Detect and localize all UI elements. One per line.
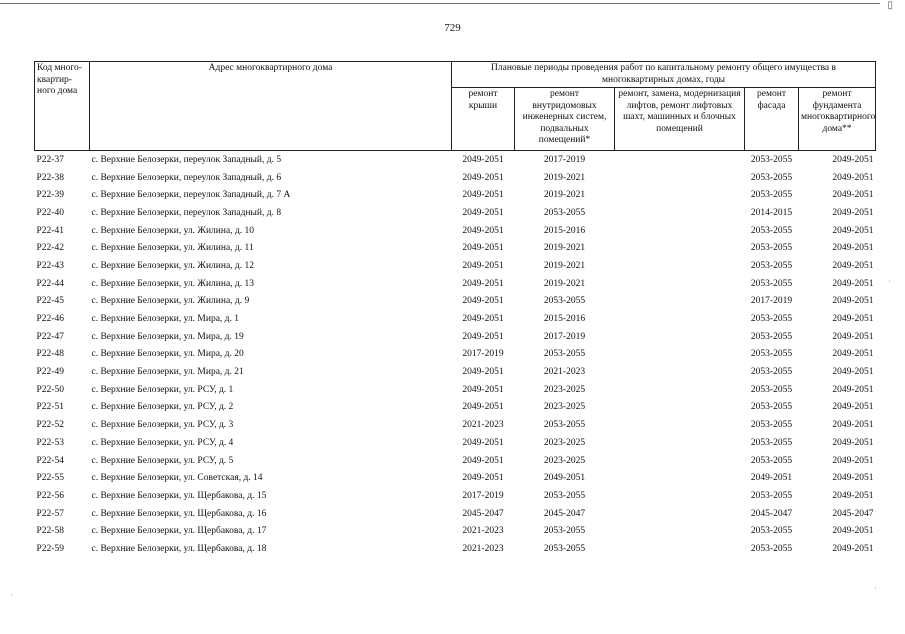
header-periods: Плановые периоды проведения работ по капитальному ремонту общего имущества в многоквартирных домах, годы bbox=[452, 62, 876, 88]
cell-foundation: 2049-2051 bbox=[832, 278, 874, 289]
cell-facade: 2049-2051 bbox=[750, 473, 793, 484]
cell-foundation: 2049-2051 bbox=[832, 225, 874, 236]
table-row bbox=[35, 239, 876, 257]
table-row bbox=[35, 151, 876, 169]
cell-roof: 2021-2023 bbox=[462, 543, 504, 554]
table-row bbox=[35, 469, 876, 487]
cell-address: с. Верхние Белозерки, переулок Западный, д. 8 bbox=[91, 207, 282, 218]
cell-address: с. Верхние Белозерки, ул. РСУ, д. 2 bbox=[91, 402, 234, 413]
cell-code: Р22-47 bbox=[36, 331, 64, 342]
table-row bbox=[35, 346, 876, 364]
cell-address: с. Верхние Белозерки, ул. Щербакова, д. 17 bbox=[91, 526, 267, 537]
cell-facade: 2053-2055 bbox=[750, 331, 793, 342]
table-row bbox=[35, 522, 876, 540]
cell-foundation: 2049-2051 bbox=[832, 207, 874, 218]
cell-address: с. Верхние Белозерки, переулок Западный, д. 5 bbox=[91, 154, 282, 165]
table-row bbox=[35, 540, 876, 558]
cell-code: Р22-49 bbox=[36, 367, 64, 378]
cell-foundation: 2049-2051 bbox=[832, 243, 874, 254]
cell-systems: 2053-2055 bbox=[543, 296, 586, 307]
cell-roof: 2045-2047 bbox=[462, 508, 504, 519]
cell-elevators bbox=[615, 522, 745, 540]
cell-facade: 2053-2055 bbox=[750, 314, 793, 325]
header-foundation: ремонт фундамента многоквартирного дома** bbox=[799, 88, 876, 151]
table-row bbox=[35, 328, 876, 346]
cell-elevators bbox=[615, 186, 745, 204]
cell-roof: 2049-2051 bbox=[462, 154, 504, 165]
cell-foundation: 2049-2051 bbox=[832, 314, 874, 325]
cell-facade: 2053-2055 bbox=[750, 543, 793, 554]
cell-facade: 2053-2055 bbox=[750, 526, 793, 537]
table-row bbox=[35, 204, 876, 222]
cell-foundation: 2049-2051 bbox=[832, 402, 874, 413]
cell-address: с. Верхние Белозерки, переулок Западный, д. 7 А bbox=[91, 190, 291, 201]
cell-address: с. Верхние Белозерки, ул. Жилина, д. 10 bbox=[91, 225, 254, 236]
scan-speck: · bbox=[888, 276, 891, 286]
cell-code: Р22-43 bbox=[36, 260, 64, 271]
cell-systems: 2023-2025 bbox=[543, 437, 586, 448]
cell-code: Р22-40 bbox=[36, 207, 64, 218]
cell-code: Р22-46 bbox=[36, 314, 64, 325]
table-row bbox=[35, 381, 876, 399]
cell-roof: 2049-2051 bbox=[462, 367, 504, 378]
table-row bbox=[35, 434, 876, 452]
cell-foundation: 2049-2051 bbox=[832, 543, 874, 554]
cell-roof: 2049-2051 bbox=[462, 473, 504, 484]
cell-roof: 2049-2051 bbox=[462, 331, 504, 342]
cell-facade: 2017-2019 bbox=[750, 296, 793, 307]
cell-facade: 2053-2055 bbox=[750, 455, 793, 466]
table-row bbox=[35, 452, 876, 470]
cell-roof: 2049-2051 bbox=[462, 172, 504, 183]
cell-elevators bbox=[615, 275, 745, 293]
cell-foundation: 2049-2051 bbox=[832, 154, 874, 165]
cell-systems: 2019-2021 bbox=[543, 190, 586, 201]
scan-speck: · bbox=[874, 583, 877, 593]
cell-systems: 2017-2019 bbox=[543, 331, 586, 342]
cell-code: Р22-54 bbox=[36, 455, 64, 466]
cell-address: с. Верхние Белозерки, ул. Мира, д. 20 bbox=[91, 349, 244, 360]
cell-elevators bbox=[615, 222, 745, 240]
cell-facade: 2053-2055 bbox=[750, 172, 793, 183]
cell-elevators bbox=[615, 416, 745, 434]
cell-code: Р22-50 bbox=[36, 384, 64, 395]
cell-foundation: 2049-2051 bbox=[832, 172, 874, 183]
cell-elevators bbox=[615, 293, 745, 311]
cell-elevators bbox=[615, 328, 745, 346]
cell-facade: 2053-2055 bbox=[750, 367, 793, 378]
cell-code: Р22-58 bbox=[36, 526, 64, 537]
cell-code: Р22-53 bbox=[36, 437, 64, 448]
cell-roof: 2049-2051 bbox=[462, 225, 504, 236]
cell-systems: 2023-2025 bbox=[543, 402, 586, 413]
cell-foundation: 2049-2051 bbox=[832, 526, 874, 537]
table-row bbox=[35, 222, 876, 240]
cell-foundation: 2049-2051 bbox=[832, 473, 874, 484]
cell-foundation: 2049-2051 bbox=[832, 296, 874, 307]
cell-facade: 2053-2055 bbox=[750, 402, 793, 413]
cell-elevators bbox=[615, 505, 745, 523]
cell-address: с. Верхние Белозерки, ул. РСУ, д. 4 bbox=[91, 437, 234, 448]
repair-schedule-table bbox=[34, 61, 876, 558]
cell-elevators bbox=[615, 434, 745, 452]
cell-code: Р22-57 bbox=[36, 508, 64, 519]
cell-facade: 2053-2055 bbox=[750, 384, 793, 395]
table-row bbox=[35, 416, 876, 434]
table-row bbox=[35, 399, 876, 417]
cell-foundation: 2049-2051 bbox=[832, 190, 874, 201]
cell-code: Р22-42 bbox=[36, 243, 64, 254]
cell-address: с. Верхние Белозерки, ул. Жилина, д. 12 bbox=[91, 260, 254, 271]
cell-roof: 2049-2051 bbox=[462, 296, 504, 307]
cell-roof: 2049-2051 bbox=[462, 243, 504, 254]
cell-roof: 2017-2019 bbox=[462, 349, 504, 360]
cell-code: Р22-48 bbox=[36, 349, 64, 360]
header-facade: ремонт фасада bbox=[745, 88, 799, 151]
cell-systems: 2053-2055 bbox=[543, 349, 586, 360]
cell-facade: 2053-2055 bbox=[750, 490, 793, 501]
cell-systems: 2019-2021 bbox=[543, 260, 586, 271]
cell-facade: 2053-2055 bbox=[750, 190, 793, 201]
cell-systems: 2053-2055 bbox=[543, 543, 586, 554]
cell-systems: 2019-2021 bbox=[543, 243, 586, 254]
cell-elevators bbox=[615, 363, 745, 381]
cell-roof: 2049-2051 bbox=[462, 437, 504, 448]
cell-roof: 2049-2051 bbox=[462, 384, 504, 395]
table-row bbox=[35, 186, 876, 204]
cell-systems: 2019-2021 bbox=[543, 278, 586, 289]
cell-foundation: 2045-2047 bbox=[832, 508, 874, 519]
table-header bbox=[35, 62, 876, 151]
cell-code: Р22-56 bbox=[36, 490, 64, 501]
cell-systems: 2053-2055 bbox=[543, 490, 586, 501]
cell-elevators bbox=[615, 540, 745, 558]
cell-roof: 2049-2051 bbox=[462, 260, 504, 271]
cell-elevators bbox=[615, 381, 745, 399]
cell-foundation: 2049-2051 bbox=[832, 349, 874, 360]
table-row bbox=[35, 275, 876, 293]
cell-code: Р22-44 bbox=[36, 278, 64, 289]
cell-address: с. Верхние Белозерки, ул. РСУ, д. 1 bbox=[91, 384, 234, 395]
cell-address: с. Верхние Белозерки, ул. РСУ, д. 5 bbox=[91, 455, 234, 466]
cell-roof: 2021-2023 bbox=[462, 526, 504, 537]
cell-code: Р22-38 bbox=[36, 172, 64, 183]
header-systems: ремонт внутридомовых инженерных систем, подвальных помещений* bbox=[515, 88, 615, 151]
cell-facade: 2053-2055 bbox=[750, 225, 793, 236]
table-row bbox=[35, 487, 876, 505]
table-row bbox=[35, 363, 876, 381]
cell-systems: 2053-2055 bbox=[543, 207, 586, 218]
header-address: Адрес многоквартирного дома bbox=[90, 62, 452, 151]
cell-code: Р22-52 bbox=[36, 420, 64, 431]
table-row bbox=[35, 169, 876, 187]
cell-address: с. Верхние Белозерки, ул. Жилина, д. 13 bbox=[91, 278, 254, 289]
cell-facade: 2014-2015 bbox=[750, 207, 793, 218]
cell-code: Р22-45 bbox=[36, 296, 64, 307]
cell-code: Р22-41 bbox=[36, 225, 64, 236]
cell-roof: 2017-2019 bbox=[462, 490, 504, 501]
cell-roof: 2049-2051 bbox=[462, 455, 504, 466]
page-number: 729 bbox=[444, 22, 461, 34]
cell-foundation: 2049-2051 bbox=[832, 384, 874, 395]
cell-foundation: 2049-2051 bbox=[832, 455, 874, 466]
table-row bbox=[35, 310, 876, 328]
cell-roof: 2049-2051 bbox=[462, 278, 504, 289]
table-row bbox=[35, 257, 876, 275]
cell-elevators bbox=[615, 310, 745, 328]
cell-elevators bbox=[615, 257, 745, 275]
cell-facade: 2053-2055 bbox=[750, 349, 793, 360]
table-row bbox=[35, 505, 876, 523]
cell-facade: 2053-2055 bbox=[750, 260, 793, 271]
cell-elevators bbox=[615, 346, 745, 364]
cell-address: с. Верхние Белозерки, ул. Мира, д. 19 bbox=[91, 331, 244, 342]
table-body bbox=[35, 151, 876, 558]
cell-elevators bbox=[615, 399, 745, 417]
cell-roof: 2049-2051 bbox=[462, 207, 504, 218]
cell-address: с. Верхние Белозерки, переулок Западный, д. 6 bbox=[91, 172, 282, 183]
table-row bbox=[35, 293, 876, 311]
cell-code: Р22-55 bbox=[36, 473, 64, 484]
cell-systems: 2021-2023 bbox=[543, 367, 586, 378]
cell-address: с. Верхние Белозерки, ул. Жилина, д. 11 bbox=[91, 243, 254, 254]
cell-systems: 2019-2021 bbox=[543, 172, 586, 183]
cell-address: с. Верхние Белозерки, ул. Жилина, д. 9 bbox=[91, 296, 250, 307]
cell-systems: 2015-2016 bbox=[543, 314, 586, 325]
cell-elevators bbox=[615, 204, 745, 222]
cell-systems: 2023-2025 bbox=[543, 455, 586, 466]
cell-foundation: 2049-2051 bbox=[832, 367, 874, 378]
cell-facade: 2053-2055 bbox=[750, 420, 793, 431]
cell-elevators bbox=[615, 169, 745, 187]
cell-code: Р22-59 bbox=[36, 543, 64, 554]
cell-systems: 2015-2016 bbox=[543, 225, 586, 236]
cell-foundation: 2049-2051 bbox=[832, 490, 874, 501]
cell-code: Р22-37 bbox=[36, 154, 64, 165]
cell-code: Р22-51 bbox=[36, 402, 64, 413]
cell-address: с. Верхние Белозерки, ул. Щербакова, д. 18 bbox=[91, 543, 267, 554]
cell-address: с. Верхние Белозерки, ул. Советская, д. 14 bbox=[91, 473, 263, 484]
cell-address: с. Верхние Белозерки, ул. Мира, д. 1 bbox=[91, 314, 240, 325]
cell-roof: 2049-2051 bbox=[462, 314, 504, 325]
header-elevators: ремонт, замена, модернизация лифтов, ремонт лифтовых шахт, машинных и блочных помещений bbox=[615, 88, 745, 151]
cell-systems: 2049-2051 bbox=[543, 473, 586, 484]
cell-elevators bbox=[615, 151, 745, 169]
cell-address: с. Верхние Белозерки, ул. Мира, д. 21 bbox=[91, 367, 244, 378]
cell-facade: 2053-2055 bbox=[750, 154, 793, 165]
cell-elevators bbox=[615, 452, 745, 470]
cell-roof: 2049-2051 bbox=[462, 402, 504, 413]
cell-roof: 2049-2051 bbox=[462, 190, 504, 201]
cell-foundation: 2049-2051 bbox=[832, 331, 874, 342]
top-border-line bbox=[0, 3, 880, 4]
scan-edge-mark: ▯ bbox=[887, 0, 893, 11]
cell-systems: 2053-2055 bbox=[543, 526, 586, 537]
cell-systems: 2017-2019 bbox=[543, 154, 586, 165]
cell-facade: 2053-2055 bbox=[750, 243, 793, 254]
cell-foundation: 2049-2051 bbox=[832, 437, 874, 448]
cell-elevators bbox=[615, 487, 745, 505]
cell-systems: 2045-2047 bbox=[543, 508, 586, 519]
cell-code: Р22-39 bbox=[36, 190, 64, 201]
cell-systems: 2053-2055 bbox=[543, 420, 586, 431]
cell-foundation: 2049-2051 bbox=[832, 420, 874, 431]
cell-roof: 2021-2023 bbox=[462, 420, 504, 431]
cell-systems: 2023-2025 bbox=[543, 384, 586, 395]
cell-facade: 2045-2047 bbox=[750, 508, 793, 519]
header-roof: ремонт крыши bbox=[452, 88, 515, 151]
cell-address: с. Верхние Белозерки, ул. РСУ, д. 3 bbox=[91, 420, 234, 431]
cell-facade: 2053-2055 bbox=[750, 437, 793, 448]
cell-address: с. Верхние Белозерки, ул. Щербакова, д. 16 bbox=[91, 508, 267, 519]
cell-elevators bbox=[615, 239, 745, 257]
cell-facade: 2053-2055 bbox=[750, 278, 793, 289]
cell-foundation: 2049-2051 bbox=[832, 260, 874, 271]
header-code: Код много-квартир-ного дома bbox=[35, 62, 90, 151]
scan-speck: · bbox=[10, 590, 13, 600]
cell-elevators bbox=[615, 469, 745, 487]
cell-address: с. Верхние Белозерки, ул. Щербакова, д. 15 bbox=[91, 490, 267, 501]
